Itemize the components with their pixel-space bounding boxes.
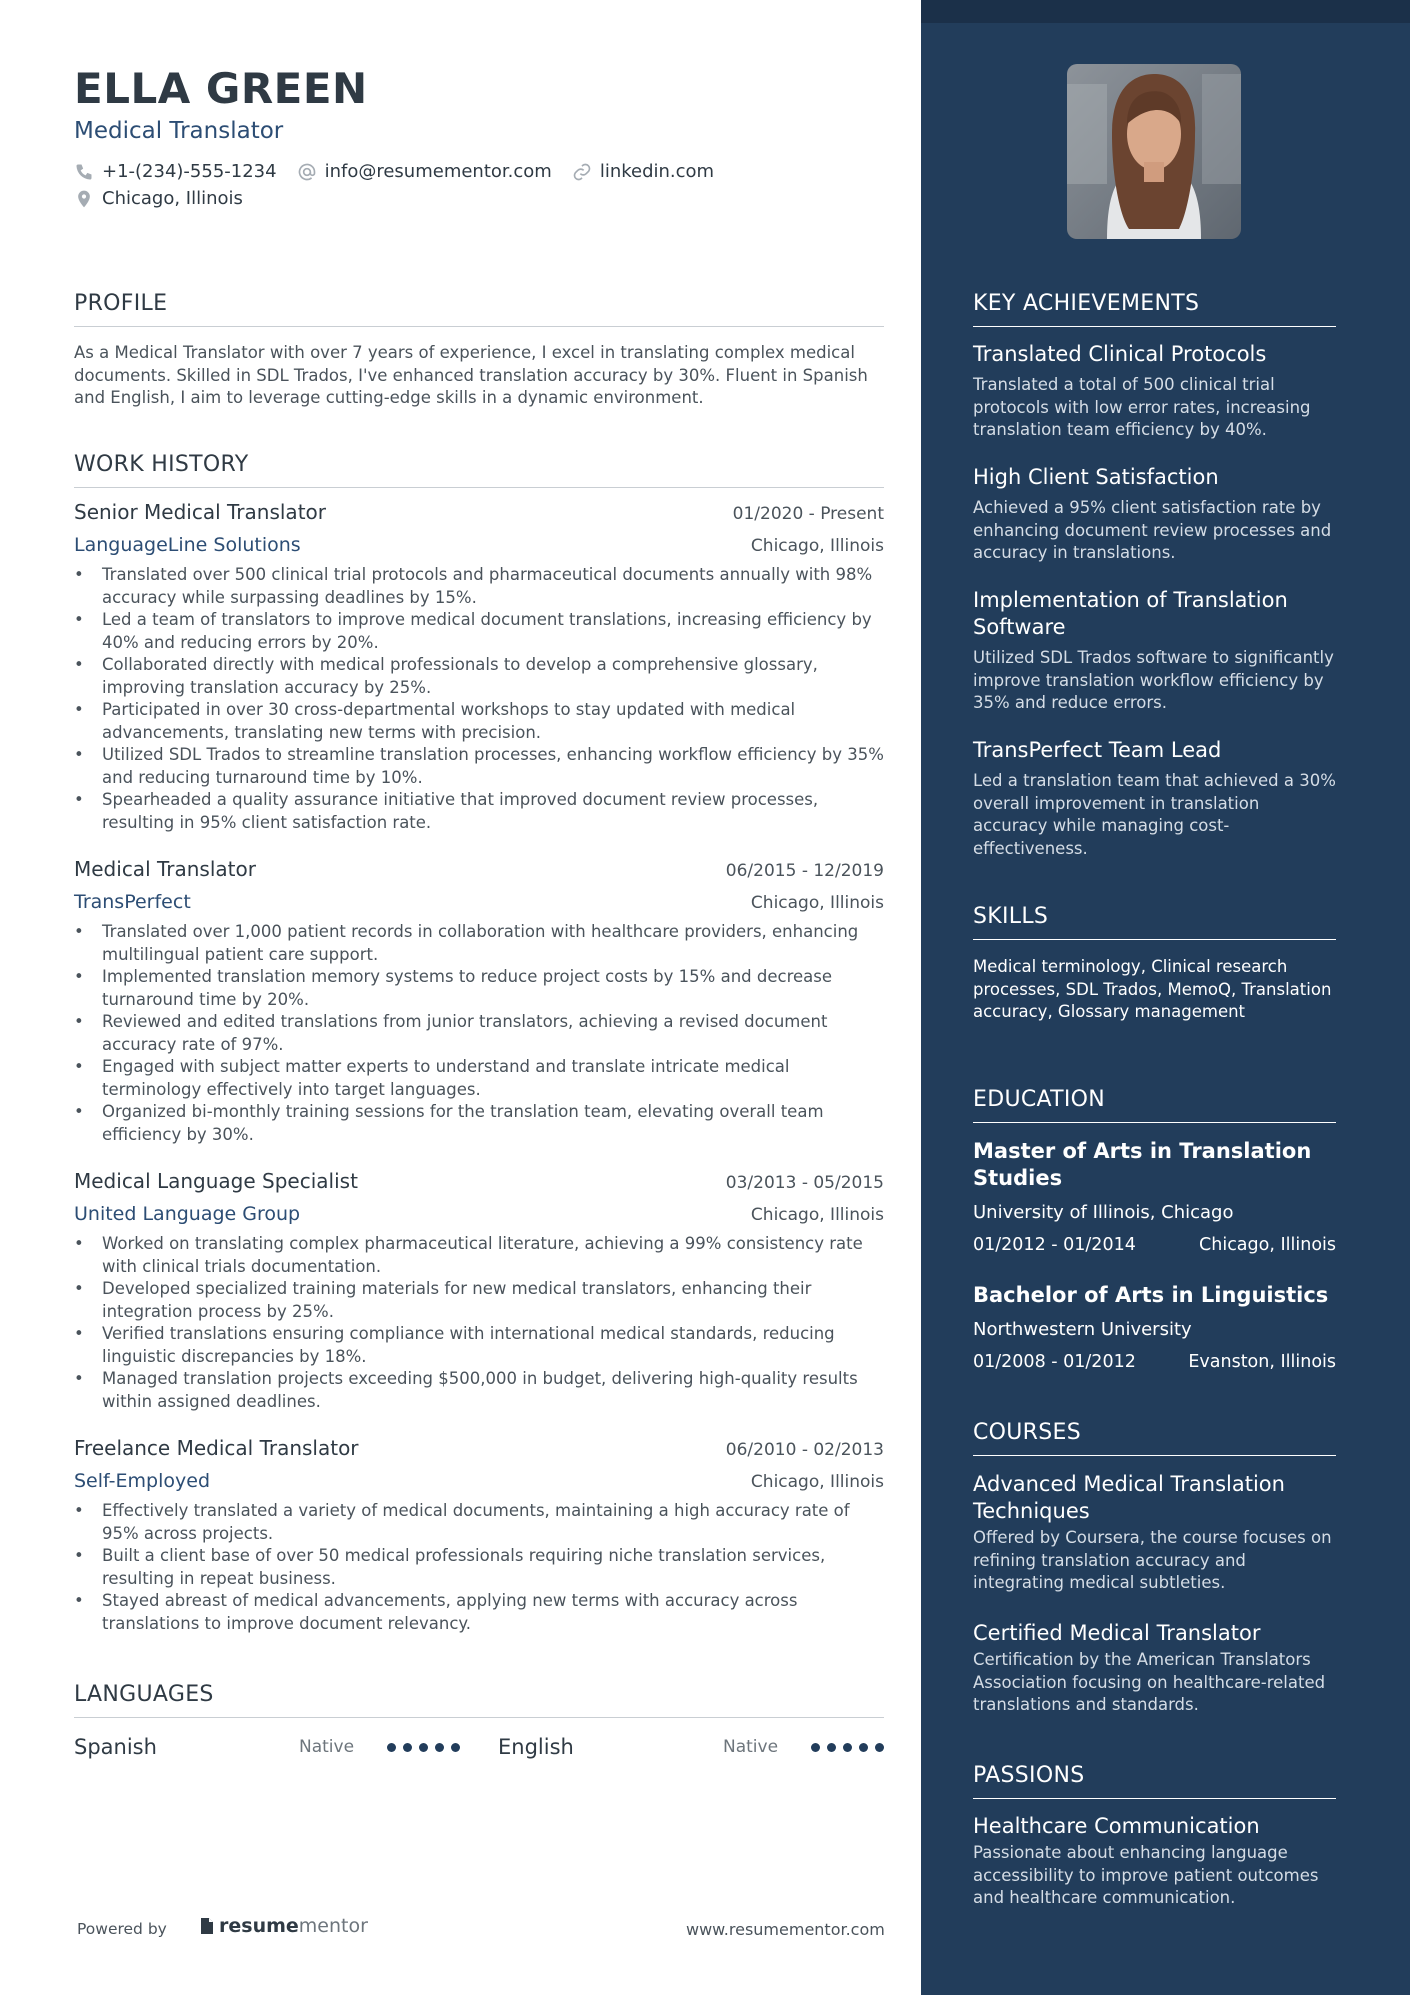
at-icon (297, 162, 317, 182)
linkedin-text: linkedin.com (599, 161, 715, 182)
job-title: Freelance Medical Translator (74, 1436, 359, 1460)
job-bullet: • Managed translation projects exceeding $500,000 in budget, delivering high-quality results within assigned deadlines. (74, 1368, 884, 1413)
resumementor-logo[interactable] (199, 1915, 368, 1937)
location-pin-icon (74, 189, 94, 209)
job-bullet: • Participated in over 30 cross-departmental workshops to stay updated with medical advancements, translating new terms with precision. (74, 699, 884, 744)
rating-dot (843, 1743, 852, 1752)
job-company: Self-Employed (74, 1470, 211, 1492)
achievement-text: Utilized SDL Trados software to significantly improve translation workflow efficiency by 35% and reduce errors. (973, 648, 1334, 712)
job-bullet: • Utilized SDL Trados to streamline translation processes, enhancing workflow efficiency by 35% and reducing turnaround time by 10%. (74, 744, 884, 789)
language-item (498, 1732, 891, 1762)
job-bullet: • Implemented translation memory systems to reduce project costs by 15% and decrease turnaround time by 20%. (74, 966, 884, 1011)
rating-dot (451, 1743, 460, 1752)
passion-text: Passionate about enhancing language accessibility to improve patient outcomes and healthcare communication. (973, 1843, 1319, 1907)
education-location: Chicago, Illinois (1199, 1235, 1336, 1255)
job-dates: 06/2015 - 12/2019 (725, 861, 884, 881)
skills-text: Medical terminology, Clinical research processes, SDL Trados, MemoQ, Translation accuracy, Glossary management (973, 957, 1332, 1021)
sidebar-top-strip (921, 0, 1410, 23)
courses-heading: COURSES (973, 1420, 1336, 1456)
education-school: University of Illinois, Chicago (973, 1202, 1234, 1223)
phone-text: +1-(234)-555-1234 (102, 161, 277, 182)
location-text: Chicago, Illinois (102, 188, 243, 209)
passion-title: Healthcare Communication (973, 1814, 1260, 1838)
education-item (973, 1282, 1336, 1372)
job-dates: 01/2020 - Present (732, 504, 884, 524)
language-name: English (498, 1735, 574, 1759)
achievement-title: High Client Satisfaction (973, 465, 1219, 489)
language-rating (387, 1743, 467, 1752)
job-bullet: • Verified translations ensuring compliance with international medical standards, reducing linguistic discrepancies by 18%. (74, 1323, 884, 1368)
resumementor-logo-icon (199, 1916, 215, 1936)
job-bullet: • Organized bi-monthly training sessions for the translation team, elevating overall team efficiency by 30%. (74, 1101, 884, 1146)
rating-dot (811, 1743, 820, 1752)
education-dates: 01/2012 - 01/2014 (973, 1235, 1136, 1255)
achievement-text: Achieved a 95% client satisfaction rate by enhancing document review processes and accuracy in translations. (973, 498, 1332, 562)
achievement-text: Led a translation team that achieved a 30% overall improvement in translation accuracy while managing cost-effectiveness. (973, 771, 1336, 858)
job-location: Chicago, Illinois (750, 1472, 884, 1492)
job-company: United Language Group (74, 1203, 301, 1225)
job-bullet: • Developed specialized training materials for new medical translators, enhancing their integration process by 25%. (74, 1278, 884, 1323)
job-location: Chicago, Illinois (750, 1205, 884, 1225)
course-title: Certified Medical Translator (973, 1621, 1261, 1645)
link-icon (572, 162, 592, 182)
candidate-role: Medical Translator (74, 118, 284, 144)
education-degree: Master of Arts in Translation Studies (973, 1139, 1312, 1190)
job-bullets (74, 921, 884, 1146)
job-bullets (74, 1500, 884, 1635)
job-bullet: • Worked on translating complex pharmaceutical literature, achieving a 99% consistency rate with clinical trials documentation. (74, 1233, 884, 1278)
achievement-title: TransPerfect Team Lead (973, 738, 1222, 762)
job-bullet: • Translated over 500 clinical trial protocols and pharmaceutical documents annually with 98% accuracy while surpassing deadlines by 15%. (74, 564, 884, 609)
job-company: LanguageLine Solutions (74, 534, 301, 556)
education-degree: Bachelor of Arts in Linguistics (973, 1283, 1329, 1307)
achievement-item (973, 341, 1336, 442)
education-location: Evanston, Illinois (1188, 1352, 1336, 1372)
job-location: Chicago, Illinois (750, 893, 884, 913)
language-level: Native (299, 1737, 355, 1757)
email-text: info@resumementor.com (324, 161, 552, 182)
job-bullets (74, 564, 884, 834)
job-entry (74, 1436, 884, 1635)
work-history-heading: WORK HISTORY (74, 452, 884, 488)
job-bullet: • Built a client base of over 50 medical professionals requiring niche translation services, resulting in repeat business. (74, 1545, 884, 1590)
achievement-title: Translated Clinical Protocols (973, 342, 1267, 366)
footer-powered-by: Powered by (77, 1920, 167, 1938)
language-rating (811, 1743, 891, 1752)
contact-row (74, 161, 734, 182)
job-dates: 06/2010 - 02/2013 (725, 1440, 884, 1460)
job-bullet: • Effectively translated a variety of medical documents, maintaining a high accuracy rate of 95% across projects. (74, 1500, 884, 1545)
language-name: Spanish (74, 1735, 157, 1759)
logo-text-light: mentor (298, 1915, 368, 1937)
contact-linkedin[interactable] (572, 161, 714, 182)
job-bullet: • Engaged with subject matter experts to understand and translate intricate medical terminology effectively into target languages. (74, 1056, 884, 1101)
job-location: Chicago, Illinois (750, 536, 884, 556)
portrait-image (1067, 64, 1241, 239)
contact-phone[interactable] (74, 161, 277, 182)
rating-dot (403, 1743, 412, 1752)
rating-dot (875, 1743, 884, 1752)
skills-heading: SKILLS (973, 904, 1336, 940)
course-text: Offered by Coursera, the course focuses on refining translation accuracy and integrating medical subtleties. (973, 1528, 1332, 1592)
job-title: Medical Translator (74, 857, 256, 881)
job-company: TransPerfect (74, 891, 191, 913)
logo-text-bold: resume (219, 1915, 299, 1937)
achievement-item (973, 737, 1336, 860)
education-dates: 01/2008 - 01/2012 (973, 1352, 1136, 1372)
job-entry (74, 857, 884, 1146)
contact-location (74, 188, 243, 209)
rating-dot (419, 1743, 428, 1752)
rating-dot (387, 1743, 396, 1752)
job-dates: 03/2013 - 05/2015 (725, 1173, 884, 1193)
course-item (973, 1620, 1336, 1717)
rating-dot (859, 1743, 868, 1752)
achievement-item (973, 587, 1336, 715)
profile-text: As a Medical Translator with over 7 years of experience, I excel in translating complex medical documents. Skilled in SDL Trados, I've enhanced translation accuracy by 30%. Fluent in Spanish and English, I aim to leverage cutting-edge skills in a dynamic environment. (74, 343, 868, 407)
profile-heading: PROFILE (74, 291, 884, 327)
achievement-text: Translated a total of 500 clinical trial protocols with low error rates, increasing translation team efficiency by 40%. (973, 375, 1311, 439)
language-item (74, 1732, 467, 1762)
education-heading: EDUCATION (973, 1087, 1336, 1123)
footer-url[interactable]: www.resumementor.com (686, 1920, 885, 1939)
job-bullet: • Reviewed and edited translations from junior translators, achieving a revised document accuracy rate of 97%. (74, 1011, 884, 1056)
job-bullet: • Collaborated directly with medical professionals to develop a comprehensive glossary, improving translation accuracy by 25%. (74, 654, 884, 699)
job-title: Medical Language Specialist (74, 1169, 358, 1193)
course-title: Advanced Medical Translation Techniques (973, 1472, 1285, 1523)
job-entry (74, 500, 884, 834)
course-text: Certification by the American Translators Association focusing on healthcare-related translations and standards. (973, 1650, 1326, 1714)
languages-heading: LANGUAGES (74, 1682, 884, 1718)
phone-icon (74, 162, 94, 182)
rating-dot (827, 1743, 836, 1752)
job-bullet: • Stayed abreast of medical advancements, applying new terms with accuracy across translations to improve document relevancy. (74, 1590, 884, 1635)
language-level: Native (723, 1737, 779, 1757)
job-bullet: • Translated over 1,000 patient records in collaboration with healthcare providers, enhancing multilingual patient care support. (74, 921, 884, 966)
education-school: Northwestern University (973, 1319, 1192, 1340)
achievement-title: Implementation of Translation Software (973, 588, 1288, 639)
candidate-name: ELLA GREEN (74, 64, 368, 113)
job-bullets (74, 1233, 884, 1413)
achievements-heading: KEY ACHIEVEMENTS (973, 291, 1336, 327)
skills-list (973, 956, 1336, 1024)
course-item (973, 1471, 1336, 1595)
education-item (973, 1138, 1336, 1255)
job-entry (74, 1169, 884, 1413)
contact-email[interactable] (297, 161, 552, 182)
location-row (74, 188, 263, 209)
job-bullet: • Led a team of translators to improve medical document translations, increasing efficiency by 40% and reducing errors by 20%. (74, 609, 884, 654)
rating-dot (435, 1743, 444, 1752)
achievement-item (973, 464, 1336, 565)
job-bullet: • Spearheaded a quality assurance initiative that improved document review processes, resulting in 95% client satisfaction rate. (74, 789, 884, 834)
passions-heading: PASSIONS (973, 1763, 1336, 1799)
profile-photo (1067, 64, 1241, 239)
passion-item (973, 1813, 1336, 1910)
job-title: Senior Medical Translator (74, 500, 326, 524)
